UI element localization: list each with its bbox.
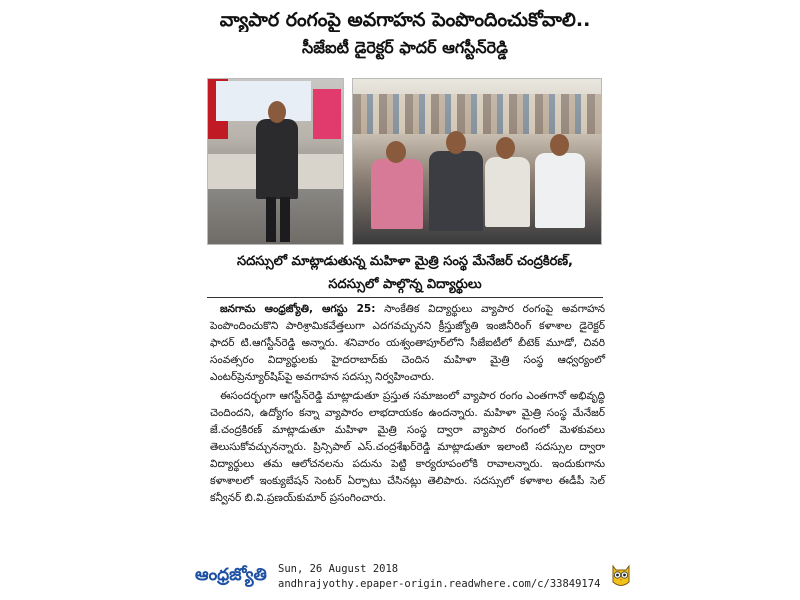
- publication-date: Sun, 26 August 2018: [278, 563, 399, 575]
- headline: వ్యాపార రంగంపై అవగాహన పెంపొందించుకోవాలి..: [219, 9, 591, 31]
- article-paragraph-2: ఈసందర్భంగా ఆగస్టీన్‌రెడ్డి మాట్లాడుతూ ప్రస్తుత సమాజంలో వ్యాపార రంగం ఎంతగానో అభివృద్ధి చెందిందని, ఉద్యోగం కన్నా వ్యాపారం లాభదాయకం ఉందన్నారు. మహిళా మైత్రి సంస్థ మేనేజర్ జే.చంద్రకిరణ్ మాట్లాడుతూ మహిళా మైత్రి సంస్థ ద్వారా వ్యాపార రంగంలో మెళకువలు తెలుసుకోవచ్చునన్నారు. ప్రిన్సిపాల్ ఎస్.చంద్రశేఖర్‌రెడ్డి మాట్లాడుతూ ఇలాంటి సదస్సుల ద్వారా విద్యార్థులు తమ ఆలోచనలను పదును పెట్టి కార్యరూపంలోకి రావాలన్నారు. ఇందుకుగాను కళాశాలలో ఇంక్యుబేషన్ సెంటర్ ఏర్పాటు చేసినట్లు తెలిపారు. సదస్సులో కళాశాల ఈడీపీ సెల్ కన్వీనర్ బి.వి.ప్రణయ్‌కుమార్ ప్రసంగించారు.: [210, 390, 605, 504]
- newspaper-clipping: [195, 8, 615, 558]
- epaper-url[interactable]: andhrajyothy.epaper-origin.readwhere.com/c/33849174: [278, 578, 601, 590]
- photo-caption-line2: సదస్సులో పాల్గొన్న విద్యార్థులు: [328, 277, 482, 292]
- speaker-photo: [207, 78, 344, 245]
- photo-caption-line1: సదస్సులో మాట్లాడుతున్న మహిళా మైత్రి సంస్థ మేనేజర్ చంద్రకిరణ్,: [237, 254, 573, 269]
- article-body: [210, 301, 605, 509]
- article-paragraph-1: [210, 301, 605, 386]
- dateline: జనగామ ఆంధ్రజ్యోతి, ఆగస్టు 25:: [220, 303, 376, 315]
- footer-meta: [278, 562, 600, 592]
- audience-photo: [352, 78, 602, 245]
- subheadline: సీజేఐటీ డైరెక్టర్ ఫాదర్ ఆగస్టీన్‌రెడ్డి: [302, 38, 508, 57]
- andhrajyothy-logo[interactable]: ఆంధ్రజ్యోతి: [195, 565, 267, 585]
- divider: [207, 297, 603, 298]
- paragraph-1-text: సాంకేతిక విద్యార్థులు వ్యాపార రంగంపై అవగాహన పెంపొందించుకొని పారిశ్రామికవేత్తలుగా ఎదగవచ్చునని క్రీస్తుజ్యోతి ఇంజినీరింగ్ కళాశాల డైరెక్టర్ ఫాదర్ టి.ఆగస్టీన్‌రెడ్డి అన్నారు. శనివారం యశ్వంతాపూర్‌లోని సీజేఐటీలో బీటెక్ మూడో, చివరి సంవత్సరం విద్యార్థులకు హైదరాబాద్‌కు చెందిన మహిళా మైత్రి సంస్థ ఆధ్వర్యంలో ఎంటర్‌ప్రెన్యూర్‌షిప్‌పై అవగాహన సదస్సు నిర్వహించారు.: [210, 303, 605, 383]
- owl-icon: [610, 562, 632, 588]
